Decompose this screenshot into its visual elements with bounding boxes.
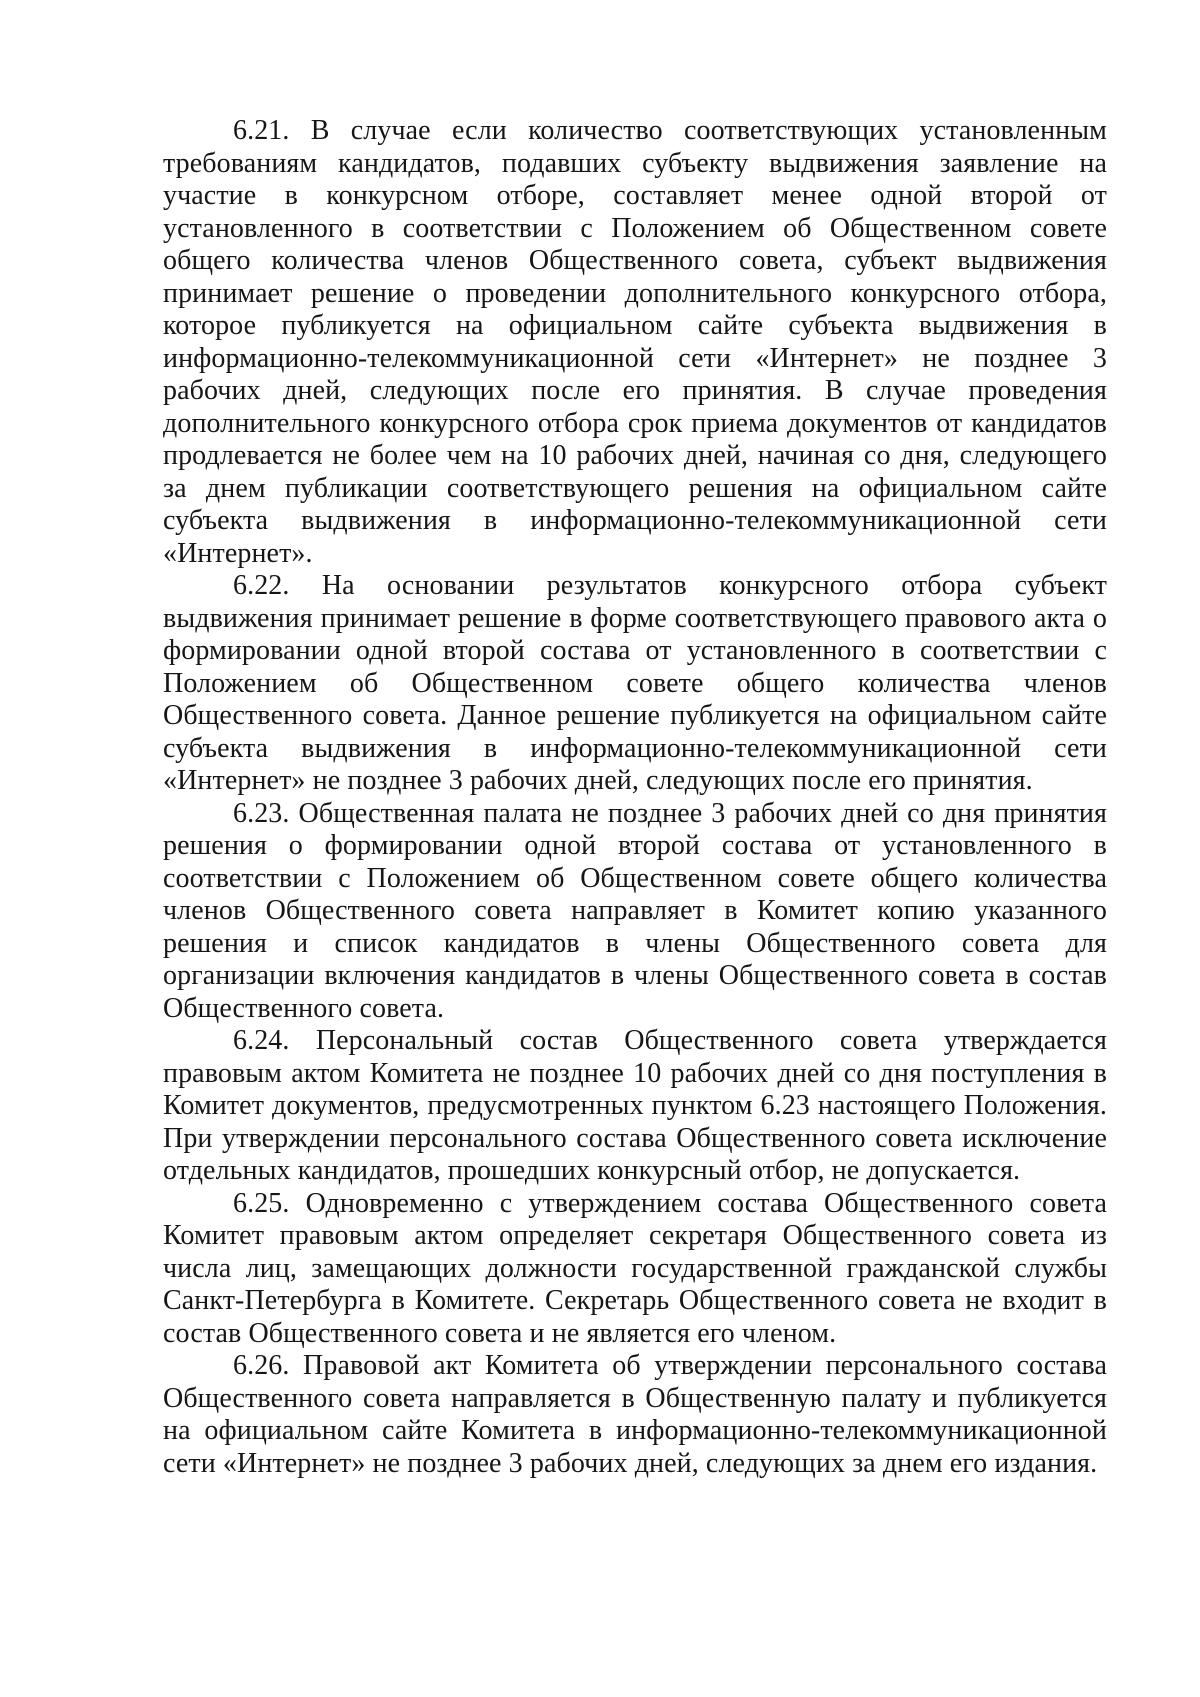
paragraph-text: На основании результатов конкурсного отбора субъект выдвижения принимает решение в форме соответствующего правового акта о формировании одной второй состава от установленного в соответствии с Положением об Общественном совете общего количества членов Общественного совета. Данное решение публикуется на официальном сайте субъекта выдвижения в информационно-телекоммуникационной сети «Интернет» не позднее 3 рабочих дней, следующих после его принятия. bbox=[163, 570, 1107, 796]
paragraph-text: В случае если количество соответствующих установленным требованиям кандидатов, подавших субъекту выдвижения заявление на участие в конкурсном отборе, составляет менее одной второй от установленного в соответствии с Положением об Общественном совете общего количества членов Общественного совета, субъект выдвижения принимает решение о проведении дополнительного конкурсного отбора, которое публикуется на официальном сайте субъекта выдвижения в информационно-телекоммуникационной сети «Интернет» не позднее 3 рабочих дней, следующих после его принятия. В случае проведения дополнительного конкурсного отбора срок приема документов от кандидатов продлевается не более чем на 10 рабочих дней, начиная со дня, следующего за днем публикации соответствующего решения на официальном сайте субъекта выдвижения в информационно-телекоммуникационной сети «Интернет». bbox=[163, 115, 1107, 569]
paragraph-text: Общественная палата не позднее 3 рабочих дней со дня принятия решения о формировании одной второй состава от установленного в соответствии с Положением об Общественном совете общего количества членов Общественного совета направляет в Комитет копию указанного решения и список кандидатов в члены Общественного совета для организации включения кандидатов в члены Общественного совета в состав Общественного совета. bbox=[163, 797, 1107, 1024]
paragraph-6-26 bbox=[163, 1350, 1107, 1480]
paragraph-text: Персональный состав Общественного совета утверждается правовым актом Комитета не позднее 10 рабочих дней со дня поступления в Комитет документов, предусмотренных пунктом 6.23 настоящего Положения. При утверждении персонального состава Общественного совета исключение отдельных кандидатов, прошедших конкурсный отбор, не допускается. bbox=[163, 1025, 1107, 1186]
paragraph-6-21 bbox=[163, 115, 1107, 570]
paragraph-number: 6.26. bbox=[233, 1350, 290, 1381]
paragraph-number: 6.25. bbox=[233, 1187, 290, 1219]
paragraph-6-24 bbox=[163, 1025, 1107, 1188]
paragraph-6-25 bbox=[163, 1188, 1107, 1351]
document-body bbox=[163, 115, 1107, 1480]
paragraph-text: Правовой акт Комитета об утверждении персонального состава Общественного совета направляется в Общественную палату и публикуется на официальном сайте Комитета в информационно-телекоммуникационной сети «Интернет» не позднее 3 рабочих дней, следующих за днем его издания. bbox=[163, 1350, 1107, 1479]
paragraph-number: 6.22. bbox=[233, 570, 290, 601]
paragraph-number: 6.21. bbox=[233, 115, 290, 146]
paragraph-6-22 bbox=[163, 570, 1107, 798]
paragraph-number: 6.23. bbox=[233, 797, 290, 829]
paragraph-text: Одновременно с утверждением состава Общественного совета Комитет правовым актом определяет секретаря Общественного совета из числа лиц, замещающих должности государственной гражданской службы Санкт-Петербурга в Комитете. Секретарь Общественного совета не входит в состав Общественного совета и не является его членом. bbox=[163, 1187, 1107, 1349]
paragraph-number: 6.24. bbox=[233, 1025, 290, 1056]
paragraph-6-23 bbox=[163, 798, 1107, 1026]
